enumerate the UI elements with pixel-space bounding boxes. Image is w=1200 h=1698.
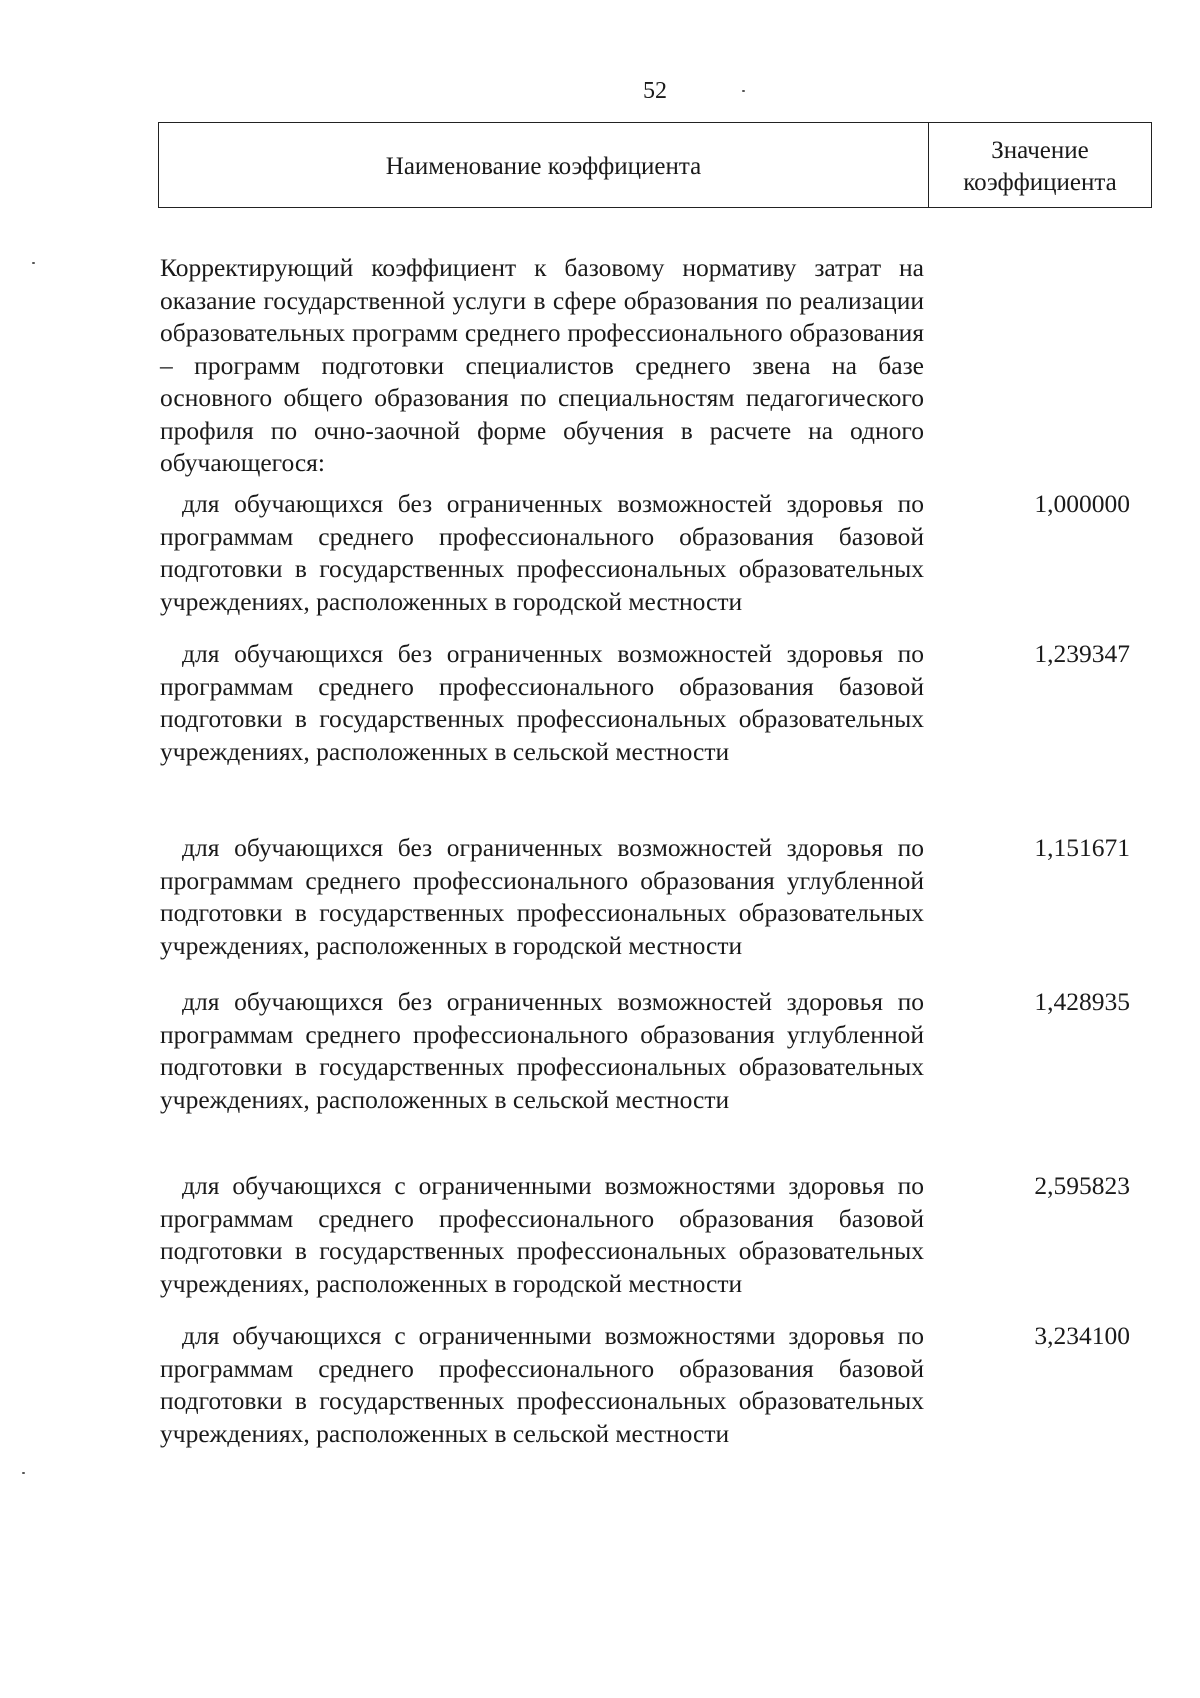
header-name-column: Наименование коэффициента xyxy=(159,123,929,207)
row-description: для обучающихся без ограниченных возможностей здоровья по программам среднего профессионального образования углубленной подготовки в государственных профессиональных образовательных учреждениях, расположенных в сельской местности xyxy=(160,987,924,1114)
table-row xyxy=(160,638,1160,768)
table-row xyxy=(160,488,1160,618)
row-value: 1,000000 xyxy=(1034,489,1130,518)
table-row xyxy=(160,986,1160,1116)
table-row xyxy=(160,832,1160,962)
row-value: 1,428935 xyxy=(1034,987,1130,1016)
table-header xyxy=(158,122,1152,208)
scan-speck xyxy=(742,90,745,92)
row-description: для обучающихся без ограниченных возможностей здоровья по программам среднего профессионального образования базовой подготовки в государственных профессиональных образовательных учреждениях, расположенных в городской местности xyxy=(160,489,924,616)
row-value: 1,151671 xyxy=(1034,833,1130,862)
row-description: для обучающихся с ограниченными возможностями здоровья по программам среднего профессионального образования базовой подготовки в государственных профессиональных образовательных учреждениях, расположенных в городской местности xyxy=(160,1171,924,1298)
row-description: для обучающихся без ограниченных возможностей здоровья по программам среднего профессионального образования углубленной подготовки в государственных профессиональных образовательных учреждениях, расположенных в городской местности xyxy=(160,833,924,960)
row-description: для обучающихся без ограниченных возможностей здоровья по программам среднего профессионального образования базовой подготовки в государственных профессиональных образовательных учреждениях, расположенных в сельской местности xyxy=(160,639,924,766)
page-number: 52 xyxy=(643,78,667,104)
row-description: для обучающихся с ограниченными возможностями здоровья по программам среднего профессионального образования базовой подготовки в государственных профессиональных образовательных учреждениях, расположенных в сельской местности xyxy=(160,1321,924,1448)
row-value: 3,234100 xyxy=(1034,1321,1130,1350)
row-value: 1,239347 xyxy=(1034,639,1130,668)
scan-speck xyxy=(22,1472,25,1474)
scan-speck xyxy=(32,262,35,264)
table-row xyxy=(160,1320,1160,1450)
coefficient-intro: Корректирующий коэффициент к базовому нормативу затрат на оказание государственной услуги в сфере образования по реализации образовательных программ среднего профессионального образования – программ подготовки специалистов среднего звена на базе основного общего образования по специальностям педагогического профиля по очно-заочной форме обучения в расчете на одного обучающегося: xyxy=(160,253,924,477)
table-row xyxy=(160,1170,1160,1300)
row-value: 2,595823 xyxy=(1034,1171,1130,1200)
header-value-column: Значение коэффициента xyxy=(963,137,1117,196)
